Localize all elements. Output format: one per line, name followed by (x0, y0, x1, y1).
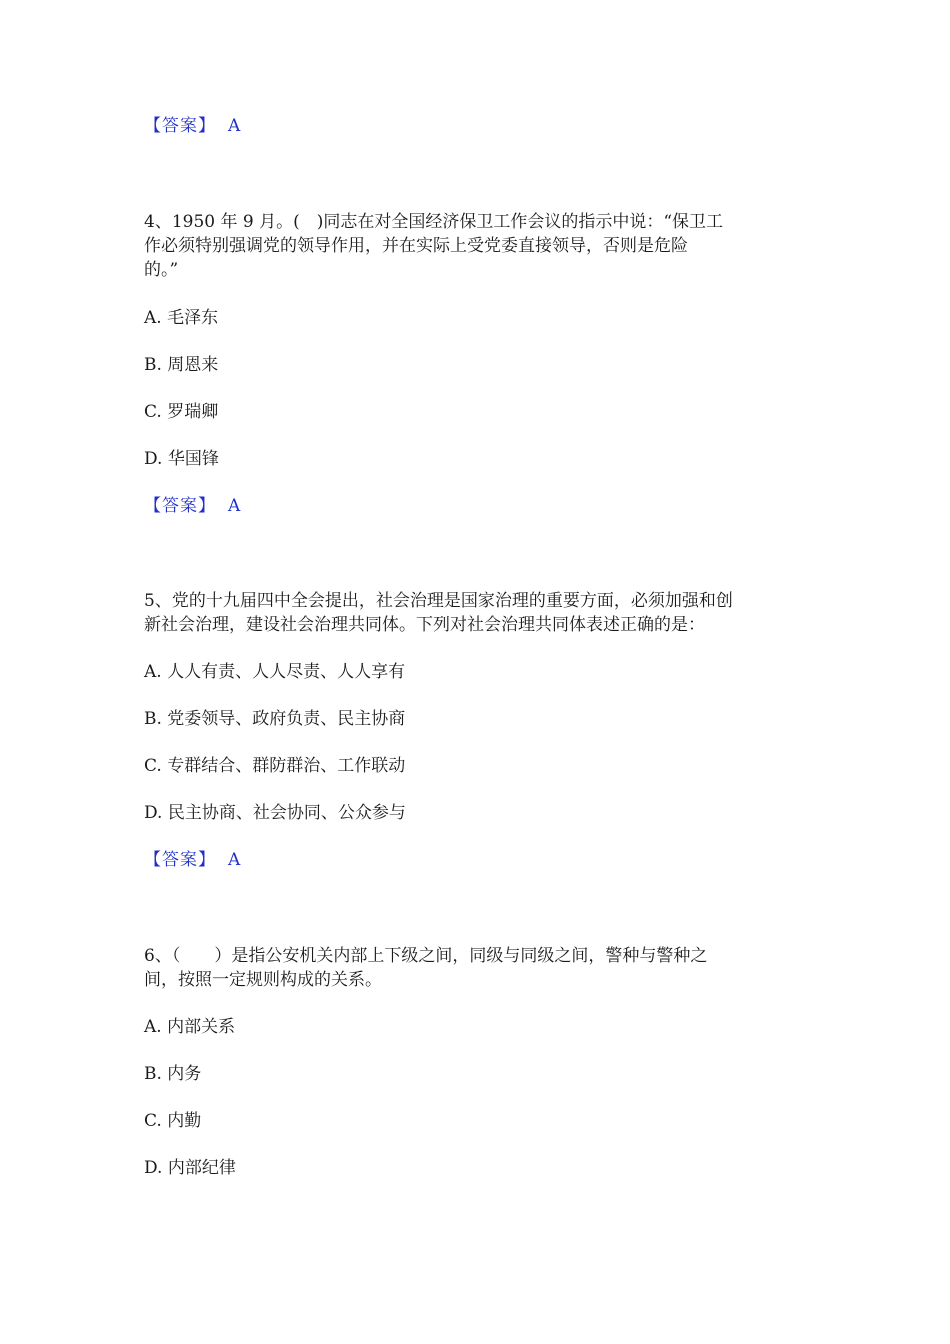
answer-value: A (228, 850, 241, 870)
answer-label: 【答案】 (144, 116, 216, 136)
answer-line-q4 (144, 494, 240, 518)
answer-value: A (228, 116, 241, 136)
question-4-option-d: D. 华国锋 (144, 449, 219, 469)
question-4-stem-line-2: 作必须特别强调党的领导作用，并在实际上受党委直接领导，否则是危险 (144, 236, 688, 256)
question-5-option-d: D. 民主协商、社会协同、公众参与 (144, 803, 406, 823)
answer-label: 【答案】 (144, 496, 216, 516)
question-6-stem-line-1: 6、（ ）是指公安机关内部上下级之间，同级与同级之间，警种与警种之 (144, 946, 708, 966)
question-4-option-b: B. 周恩来 (144, 355, 219, 375)
question-6-stem-line-2: 间，按照一定规则构成的关系。 (144, 970, 382, 990)
answer-value: A (228, 496, 241, 516)
question-4-stem-line-1: 4、1950 年 9 月。( )同志在对全国经济保卫工作会议的指示中说：“保卫工 (144, 212, 724, 232)
question-4-stem-line-3: 的。” (144, 260, 179, 280)
question-6-option-a: A. 内部关系 (144, 1017, 236, 1037)
question-4-option-c: C. 罗瑞卿 (144, 402, 219, 422)
question-6-option-c: C. 内勤 (144, 1111, 202, 1131)
question-6-option-d: D. 内部纪律 (144, 1158, 236, 1178)
question-6-option-b: B. 内务 (144, 1064, 202, 1084)
question-4-option-a: A. 毛泽东 (144, 308, 219, 328)
answer-line-q3 (144, 114, 240, 138)
question-5-option-c: C. 专群结合、群防群治、工作联动 (144, 756, 406, 776)
question-5-stem-line-1: 5、党的十九届四中全会提出，社会治理是国家治理的重要方面，必须加强和创 (144, 591, 733, 611)
question-5-option-a: A. 人人有责、人人尽责、人人享有 (144, 662, 406, 682)
answer-label: 【答案】 (144, 850, 216, 870)
answer-line-q5 (144, 848, 240, 872)
question-5-option-b: B. 党委领导、政府负责、民主协商 (144, 709, 406, 729)
question-5-stem-line-2: 新社会治理，建设社会治理共同体。下列对社会治理共同体表述正确的是： (144, 615, 705, 635)
